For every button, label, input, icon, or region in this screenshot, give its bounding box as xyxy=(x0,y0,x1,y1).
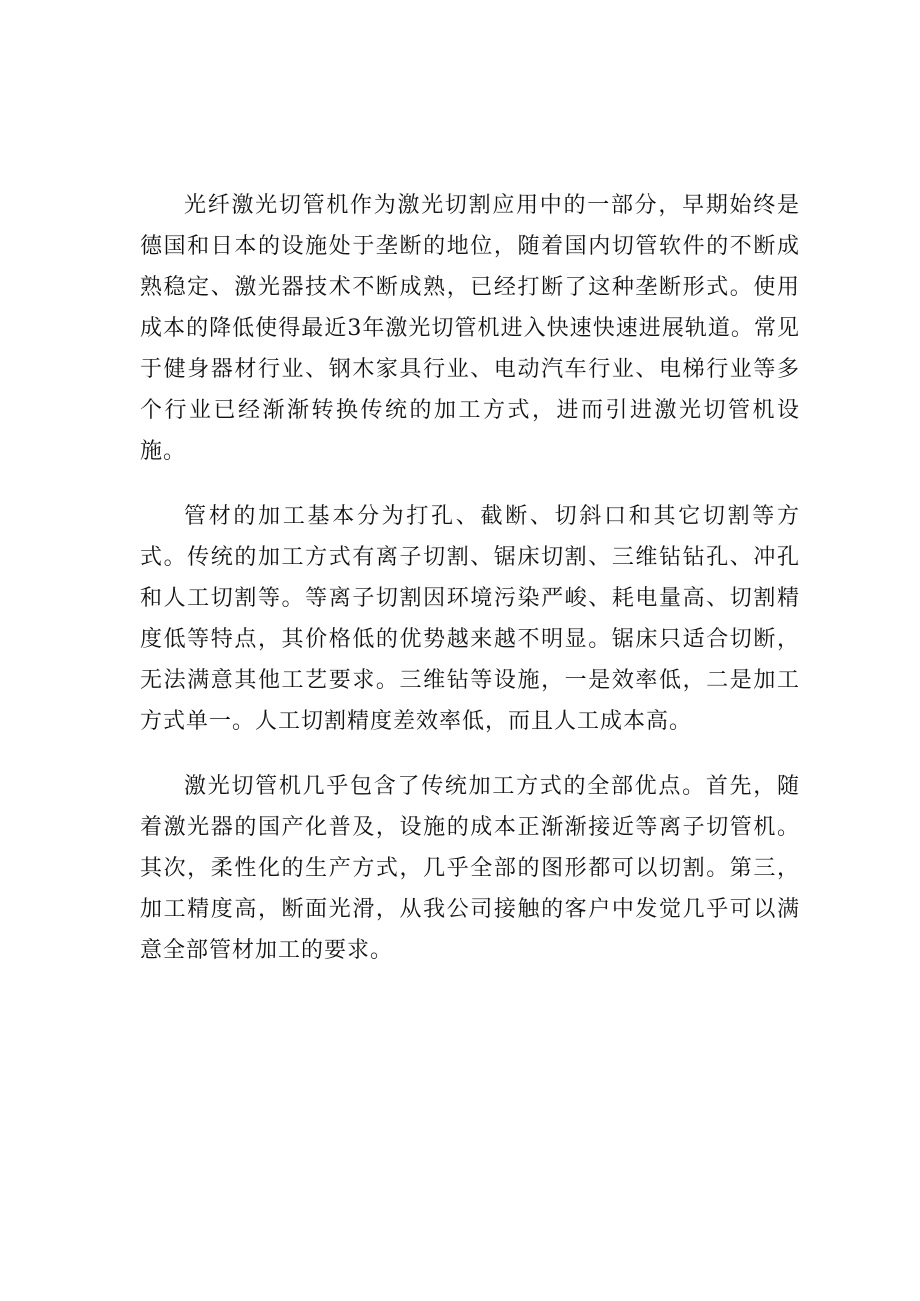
paragraph-2: 管材的加工基本分为打孔、截断、切斜口和其它切割等方式。传统的加工方式有离子切割、锯床切割、三维钻钻孔、冲孔和人工切割等。等离子切割因环境污染严峻、耗电量高、切割精度低等特点，其价格低的优势越来越不明显。锯床只适合切断，无法满意其他工艺要求。三维钻等设施，一是效率低，二是加工方式单一。人工切割精度差效率低，而且人工成本高。 xyxy=(140,504,800,734)
paragraph-1: 光纤激光切管机作为激光切割应用中的一部分，早期始终是德国和日本的设施处于垄断的地位，随着国内切管软件的不断成熟稳定、激光器技术不断成熟，已经打断了这种垄断形式。使用成本的降低使得最近3年激光切管机进入快速快速进展轨道。常见于健身器材行业、钢木家具行业、电动汽车行业、电梯行业等多个行业已经渐渐转换传统的加工方式，进而引进激光切管机设施。 xyxy=(140,193,800,464)
paragraph-3: 激光切管机几乎包含了传统加工方式的全部优点。首先，随着激光器的国产化普及，设施的成本正渐渐接近等离子切管机。其次，柔性化的生产方式，几乎全部的图形都可以切割。第三，加工精度高，断面光滑，从我公司接触的客户中发觉几乎可以满意全部管材加工的要求。 xyxy=(140,774,800,963)
document-page xyxy=(140,185,800,995)
